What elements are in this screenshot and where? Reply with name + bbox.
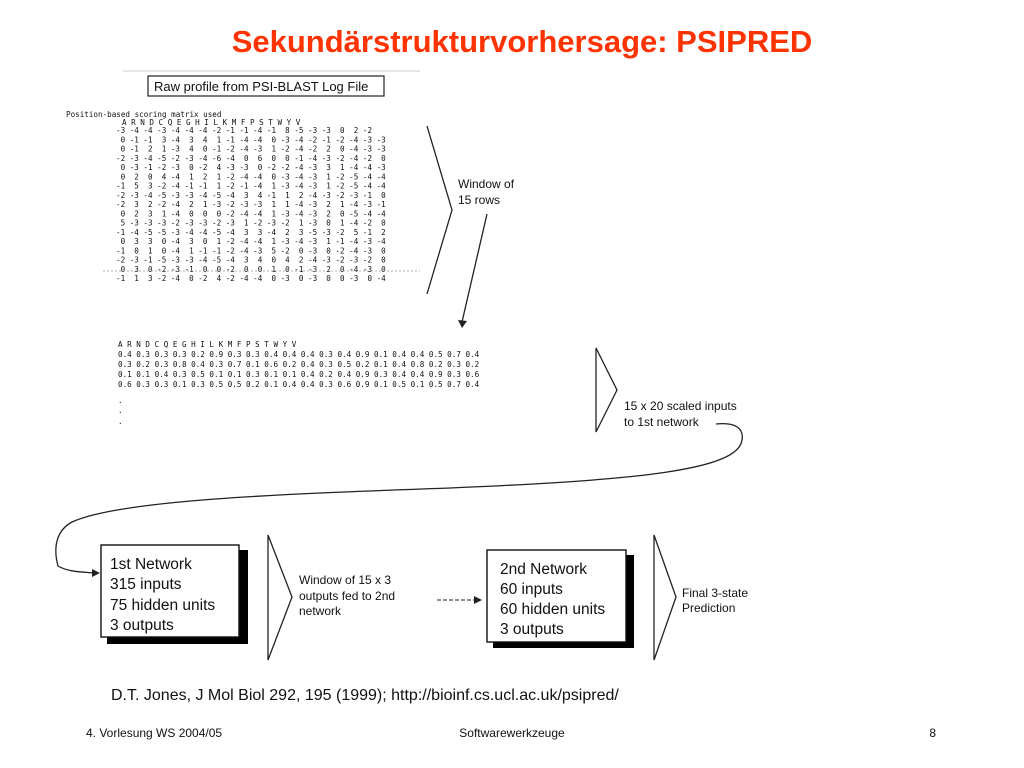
matrix-header: A R N D C Q E G H I L K M F P S T W Y V [122, 118, 301, 127]
scaled-header: A R N D C Q E G H I L K M F P S T W Y V [118, 340, 297, 349]
footer-page-number: 8 [929, 726, 936, 740]
window-label-line-1: Window of [458, 177, 515, 191]
matrix-row: -3 -4 -4 -3 -4 -4 -4 -2 -1 -1 -4 -1 8 -5 -3 -3 0 2 -2 [116, 126, 373, 135]
final-line-1: Final 3-state [682, 586, 749, 600]
network-1-line-1: 1st Network [110, 556, 192, 573]
matrix-row: 0 2 3 1 -4 0 0 0 -2 -4 -4 1 -3 -4 -3 2 0 -5 -4 -4 [116, 209, 386, 219]
ellipsis-dot-1: · [118, 398, 123, 407]
connector-arrow-head [92, 569, 100, 577]
matrix-row: 0 3 0 -2 -3 -1 0 0 -2 0 0 1 0 -1 -3 2 0 -4 -3 0 [116, 264, 386, 274]
scaled-row: 0.3 0.2 0.3 0.8 0.4 0.3 0.7 0.1 0.6 0.2 0.4 0.3 0.5 0.2 0.1 0.4 0.8 0.2 0.3 0.2 [118, 360, 480, 369]
matrix-row: -1 -4 -5 -5 -3 -4 -4 -5 -4 3 3 -4 2 3 -5 -3 -2 5 -1 2 [116, 227, 386, 237]
network-1-line-2: 315 inputs [110, 576, 182, 593]
network-2-bracket [654, 535, 676, 660]
window-bracket [427, 126, 452, 294]
connector-curve-end [58, 566, 95, 573]
window-arrow-head [458, 320, 467, 328]
scaled-row: 0.6 0.3 0.3 0.1 0.3 0.5 0.5 0.2 0.1 0.4 0.4 0.3 0.6 0.9 0.1 0.5 0.1 0.5 0.7 0.4 [118, 380, 480, 389]
network-1-panel [101, 535, 292, 660]
raw-profile-box-label: Raw profile from PSI-BLAST Log File [154, 79, 369, 94]
window-2-line-3: network [299, 604, 342, 618]
matrix-row: -2 3 2 -2 -4 2 1 -3 -2 -3 -3 1 1 -4 -3 2 1 -4 -3 -1 [116, 200, 386, 209]
window-arrow-line [462, 214, 487, 322]
matrix-row: 0 -1 -1 3 -4 3 4 1 -1 -4 -4 0 -3 -4 -2 -1 -2 -4 -3 -3 [116, 135, 386, 145]
matrix-row: 0 -3 -1 -2 -3 0 -2 4 -3 -3 0 -2 -2 -4 -3 3 1 -4 -4 -3 [116, 163, 386, 172]
ellipsis-dot-2: · [118, 408, 123, 417]
matrix-row: -1 0 1 0 -4 1 -1 -1 -2 -4 -3 5 -2 0 -3 0 -2 -4 -3 0 [116, 246, 386, 256]
network-1-line-3: 75 hidden units [110, 597, 216, 614]
window-2-line-2: outputs fed to 2nd [299, 589, 396, 603]
matrix-row: 0 2 0 4 -4 1 2 1 -2 -4 -4 0 -3 -4 -3 1 -2 -5 -4 -4 [116, 172, 386, 182]
window-label-line-2: 15 rows [458, 193, 501, 207]
matrix-row: 0 3 3 0 -4 3 0 1 -2 -4 -4 1 -3 -4 -3 1 -1 -4 -3 -4 [116, 237, 386, 246]
scaled-panel [56, 340, 742, 577]
scaled-row: 0.4 0.3 0.3 0.3 0.2 0.9 0.3 0.3 0.4 0.4 0.4 0.3 0.4 0.9 0.1 0.4 0.4 0.5 0.7 0.4 [118, 350, 480, 359]
network-2-panel [487, 535, 748, 660]
scaled-label-line-2: to 1st network [624, 415, 699, 429]
matrix-row: -1 5 3 -2 -4 -1 -1 1 -2 -1 -4 1 -3 -4 -3 1 -2 -5 -4 -4 [116, 181, 386, 191]
ellipsis-dot-3: · [118, 419, 123, 428]
matrix-row: -2 -3 -1 -5 -3 -3 -4 -5 -4 3 4 0 4 2 -4 -3 -2 -3 -2 0 [116, 255, 386, 265]
window-2-panel [299, 573, 482, 618]
network-2-line-4: 3 outputs [500, 621, 564, 638]
network-2-line-1: 2nd Network [500, 561, 588, 578]
network-1-bracket [268, 535, 292, 660]
matrix-row: 0 -1 2 1 -3 4 0 -1 -2 -4 -3 1 -2 -4 -2 2 0 -4 -3 -3 [116, 144, 386, 154]
scaled-bracket [596, 348, 617, 432]
window-2-line-1: Window of 15 x 3 [299, 573, 392, 587]
matrix-row: -1 1 3 -2 -4 0 -2 4 -2 -4 -4 0 -3 0 -3 0 0 -3 0 -4 [116, 274, 386, 283]
final-line-2: Prediction [682, 601, 736, 615]
slide-title: Sekundärstrukturvorhersage: PSIPRED [231, 24, 813, 59]
matrix-rows [116, 126, 386, 283]
raw-profile-panel [66, 71, 515, 328]
scaled-label-line-1: 15 x 20 scaled inputs [624, 399, 737, 413]
scaled-row: 0.1 0.1 0.4 0.3 0.5 0.1 0.1 0.3 0.1 0.1 0.4 0.2 0.4 0.9 0.3 0.4 0.4 0.9 0.3 0.6 [118, 370, 480, 379]
network-2-line-3: 60 hidden units [500, 601, 606, 618]
window-2-arrow-head [474, 596, 482, 604]
network-1-line-4: 3 outputs [110, 617, 174, 634]
matrix-caption: Position-based scoring matrix used [66, 110, 222, 119]
footer-left: 4. Vorlesung WS 2004/05 [86, 726, 223, 740]
scaled-rows [118, 350, 480, 389]
footer-center: Softwarewerkzeuge [459, 726, 565, 740]
matrix-row: -2 -3 -4 -5 -3 -3 -4 -5 -4 3 4 -1 1 2 -4 -3 -2 -3 -1 0 [116, 190, 386, 200]
matrix-row: 5 -3 -3 -3 -2 -3 -3 -2 -3 1 -2 -3 -2 1 -3 0 1 -4 -2 0 [116, 218, 386, 228]
network-2-line-2: 60 inputs [500, 581, 563, 598]
citation: D.T. Jones, J Mol Biol 292, 195 (1999); http://bioinf.cs.ucl.ac.uk/psipred/ [111, 687, 619, 704]
matrix-row: -2 -3 -4 -5 -2 -3 -4 -6 -4 0 6 0 0 -1 -4 -3 -2 -4 -2 0 [116, 153, 386, 163]
